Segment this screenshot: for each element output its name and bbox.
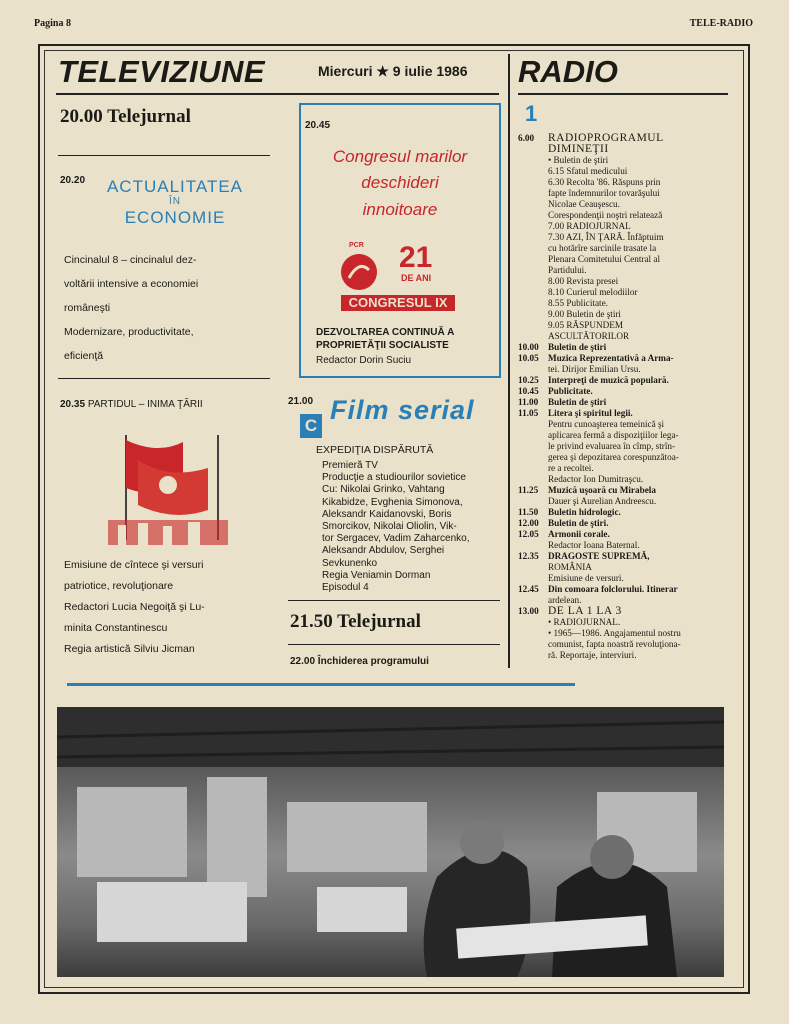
radio-line [518, 144, 738, 155]
radio-time: 10.25 [518, 375, 539, 385]
flags-illustration [98, 430, 238, 550]
radio-text: Nicolae Ceauşescu. [548, 199, 620, 209]
radio-line [518, 298, 738, 309]
radio-text: ardelean. [548, 595, 582, 605]
program-title-congres [300, 144, 500, 223]
credit-line: Producţie a studiourilor sovietice [322, 472, 466, 484]
radio-line [518, 276, 738, 287]
factory-photo [57, 707, 724, 977]
section-label: TELE-RADIO [689, 18, 753, 29]
radio-line [518, 430, 738, 441]
title-line: ÎN [169, 196, 181, 208]
radio-text: Redactor Ioana Baternal. [548, 540, 640, 550]
radio-text: 6.15 Sfatul medicului [548, 166, 628, 176]
radio-line [518, 419, 738, 430]
news-bulletin-2: 21.50 Telejurnal [290, 611, 421, 632]
radio-text: • 1965—1986. Angajamentul nostru [548, 628, 681, 638]
radio-line [518, 540, 738, 551]
radio-text: le privind evaluarea în cîmp, strîn- [548, 441, 676, 451]
radio-line [518, 155, 738, 166]
radio-line [518, 474, 738, 485]
credit-line: Aleksandr Abdulov, Serghei [322, 545, 445, 557]
desc-line: minita Constantinescu [64, 622, 168, 634]
radio-text: 9.05 RĂSPUNDEM [548, 320, 624, 330]
rule [288, 600, 500, 601]
title-line: ECONOMIE [124, 208, 226, 228]
radio-program-number: 1 [525, 101, 538, 126]
credit-line: Aleksandr Kaidanovski, Boris [322, 508, 452, 520]
radio-text: Muzică uşoară cu Mirabela [548, 485, 656, 495]
desc-line: Redactori Lucia Negoiţă şi Lu- [64, 601, 205, 613]
radio-heading: RADIO [518, 54, 618, 89]
film-serial-header: Film serial [330, 395, 475, 425]
radio-line [518, 617, 738, 628]
credit-line: Premieră TV [322, 460, 378, 471]
credit-line: Sevkunenko [322, 557, 378, 569]
radio-text: ră. Reportaje, interviuri. [548, 650, 637, 660]
radio-line [518, 342, 738, 353]
radio-line [518, 254, 738, 265]
radio-line [518, 386, 738, 397]
radio-text: Buletin hidrologic. [548, 507, 621, 517]
radio-text: Buletin de ştiri [548, 342, 607, 352]
program-subtitle: DEZVOLTAREA CONTINUĂ A PROPRIETĂŢII SOCIALISTE [316, 327, 454, 351]
radio-text: DIMINEŢII [548, 143, 609, 155]
tv-heading: TELEVIZIUNE [58, 54, 266, 89]
radio-time: 13.00 [518, 606, 539, 616]
desc-line: Modernizare, productivitate, [64, 326, 194, 338]
logo-years: DE ANI [401, 273, 432, 283]
desc-line: Regia artistică Silviu Jicman [64, 643, 195, 655]
radio-text: 7.30 AZI, ÎN ŢARĂ. Înfăptuim [548, 232, 664, 242]
desc-line: patriotice, revoluţionare [64, 580, 174, 592]
desc-line: româneşti [64, 302, 111, 314]
radio-text: Din comoara folclorului. Itinerar [548, 584, 678, 594]
radio-text: Pentru cunoaşterea temeinică şi [548, 419, 665, 429]
radio-line [518, 309, 738, 320]
radio-text: ROMÂNIA [548, 562, 592, 572]
color-badge: C [300, 414, 322, 438]
program-time: 20.20 [60, 175, 86, 186]
radio-text: Interpreţi de muzică populară. [548, 375, 669, 385]
title-line: deschideri [361, 173, 439, 193]
radio-time: 6.00 [518, 133, 535, 143]
radio-line [518, 375, 738, 386]
program-time: 20.35 [60, 399, 86, 410]
radio-text: 8.10 Curierul melodiilor [548, 287, 638, 297]
radio-line [518, 441, 738, 452]
radio-text: Publicitate. [548, 386, 593, 396]
radio-text: tei. Dirijor Emilian Ursu. [548, 364, 641, 374]
credit-line: Cu: Nikolai Grinko, Vahtang [322, 484, 445, 496]
credit-line: Regia Veniamin Dorman [322, 569, 431, 581]
credit-line: Episodul 4 [322, 582, 369, 594]
blue-separator [67, 683, 575, 686]
radio-text: RADIOPROGRAMUL [548, 132, 664, 144]
radio-time: 12.05 [518, 529, 539, 539]
radio-line [518, 243, 738, 254]
radio-text: DRAGOSTE SUPREMĂ, [548, 551, 650, 561]
page-number: Pagina 8 [34, 18, 71, 29]
radio-text: Muzica Reprezentativă a Arma- [548, 353, 674, 363]
radio-time: 12.45 [518, 584, 539, 594]
radio-line [518, 551, 738, 562]
radio-heading-rule [518, 93, 728, 95]
radio-text: 7.00 RADIOJURNAL [548, 221, 631, 231]
radio-line [518, 265, 738, 276]
radio-text: comunist, fapta noastră revoluţiona- [548, 639, 681, 649]
radio-line [518, 628, 738, 639]
radio-text: re a recoltei. [548, 463, 594, 473]
radio-line [518, 485, 738, 496]
film-title: EXPEDIŢIA DISPĂRUTĂ [316, 444, 434, 456]
logo-pcr: PCR [349, 242, 364, 249]
radio-line [518, 606, 738, 617]
radio-line [518, 177, 738, 188]
credit-line: tor Sergacev, Vadim Zaharcenko, [322, 533, 470, 545]
radio-time: 12.35 [518, 551, 539, 561]
radio-text: aplicarea fermă a dispoziţiilor lega- [548, 430, 679, 440]
radio-line [518, 210, 738, 221]
program-close: 22.00 Închiderea programului [290, 656, 429, 667]
radio-line [518, 452, 738, 463]
film-credits [322, 460, 500, 594]
radio-text: gerea şi depozitarea corespunzătoa- [548, 452, 679, 462]
radio-text: Buletin de ştiri [548, 397, 607, 407]
tv-heading-rule [56, 93, 499, 95]
radio-time: 12.00 [518, 518, 539, 528]
radio-time: 10.45 [518, 386, 539, 396]
program-time: 20.45 [305, 120, 331, 131]
logo-congress: CONGRESUL IX [348, 295, 448, 310]
radio-line [518, 463, 738, 474]
radio-line [518, 408, 738, 419]
radio-line [518, 199, 738, 210]
radio-line [518, 584, 738, 595]
radio-text: Litera şi spiritul legii. [548, 408, 633, 418]
radio-line [518, 188, 738, 199]
program-description [64, 555, 279, 660]
radio-line [518, 221, 738, 232]
program-editor: Redactor Dorin Suciu [316, 355, 412, 366]
program-time: 21.00 [288, 396, 314, 407]
radio-text: Emisiune de versuri. [548, 573, 624, 583]
radio-text: 9.00 Buletin de ştiri [548, 309, 621, 319]
radio-text: Plenara Comitetului Central al [548, 254, 661, 264]
radio-text: fapte îndemnurilor tovarăşului [548, 188, 660, 198]
radio-time: 11.50 [518, 507, 539, 517]
rule [58, 155, 270, 156]
radio-line [518, 496, 738, 507]
program-description [64, 248, 274, 368]
radio-line [518, 650, 738, 661]
credit-line: Smorcikov, Nikolai Oliolin, Vik- [322, 521, 457, 533]
radio-line [518, 529, 738, 540]
radio-text: DE LA 1 LA 3 [548, 605, 622, 617]
radio-text: Dauer şi Aurelian Andreescu. [548, 496, 657, 506]
radio-time: 10.05 [518, 353, 539, 363]
radio-line [518, 320, 738, 331]
title-line: innoitoare [362, 199, 438, 219]
radio-text: Buletin de ştiri. [548, 518, 609, 528]
radio-time: 11.00 [518, 397, 539, 407]
news-bulletin-1: 20.00 Telejurnal [60, 106, 191, 127]
desc-line: Cincinalul 8 – cincinalul dez- [64, 254, 197, 266]
radio-line [518, 639, 738, 650]
radio-text: Armonii corale. [548, 529, 610, 539]
desc-line: voltării intensive a economiei [64, 278, 199, 290]
title-line: Congresul marilor [332, 147, 468, 166]
radio-line [518, 331, 738, 342]
radio-line [518, 353, 738, 364]
radio-text: cu hotărîre sarcinile trasate la [548, 243, 657, 253]
program-title-economie [100, 176, 250, 229]
radio-time: 10.00 [518, 342, 539, 352]
radio-time: 11.25 [518, 485, 539, 495]
radio-line [518, 232, 738, 243]
radio-text: • Buletin de ştiri [548, 155, 609, 165]
broadcast-date: Miercuri ★ 9 iulie 1986 [318, 63, 468, 79]
radio-line [518, 562, 738, 573]
rule [58, 378, 270, 379]
congress-logo [335, 240, 460, 312]
logo-number: 21 [399, 241, 433, 274]
radio-line [518, 507, 738, 518]
radio-text: • RADIOJURNAL. [548, 617, 621, 627]
column-divider [508, 54, 510, 668]
radio-line [518, 287, 738, 298]
credit-line: Kikabidze, Evghenia Simonova, [322, 496, 463, 508]
radio-line [518, 364, 738, 375]
radio-text: Corespondenţii noştri relatează [548, 210, 663, 220]
radio-time: 11.05 [518, 408, 539, 418]
program-partidul [60, 399, 203, 410]
desc-line: Emisiune de cîntece şi versuri [64, 559, 204, 571]
rule [288, 644, 500, 645]
desc-line: eficienţă [64, 350, 104, 362]
radio-text: 6.30 Recolta '86. Răspuns prin [548, 177, 661, 187]
program-title: PARTIDUL – INIMA ŢĂRII [87, 399, 203, 410]
radio-line [518, 518, 738, 529]
radio-line [518, 166, 738, 177]
radio-text: Redactor Ion Dumitraşcu. [548, 474, 644, 484]
radio-text: ASCULTĂTORILOR [548, 331, 630, 341]
radio-text: Partidului. [548, 265, 587, 275]
radio-text: 8.00 Revista presei [548, 276, 619, 286]
radio-line [518, 573, 738, 584]
title-line: ACTUALITATEA [106, 177, 244, 196]
radio-text: 8.55 Publicitate. [548, 298, 608, 308]
radio-line [518, 397, 738, 408]
